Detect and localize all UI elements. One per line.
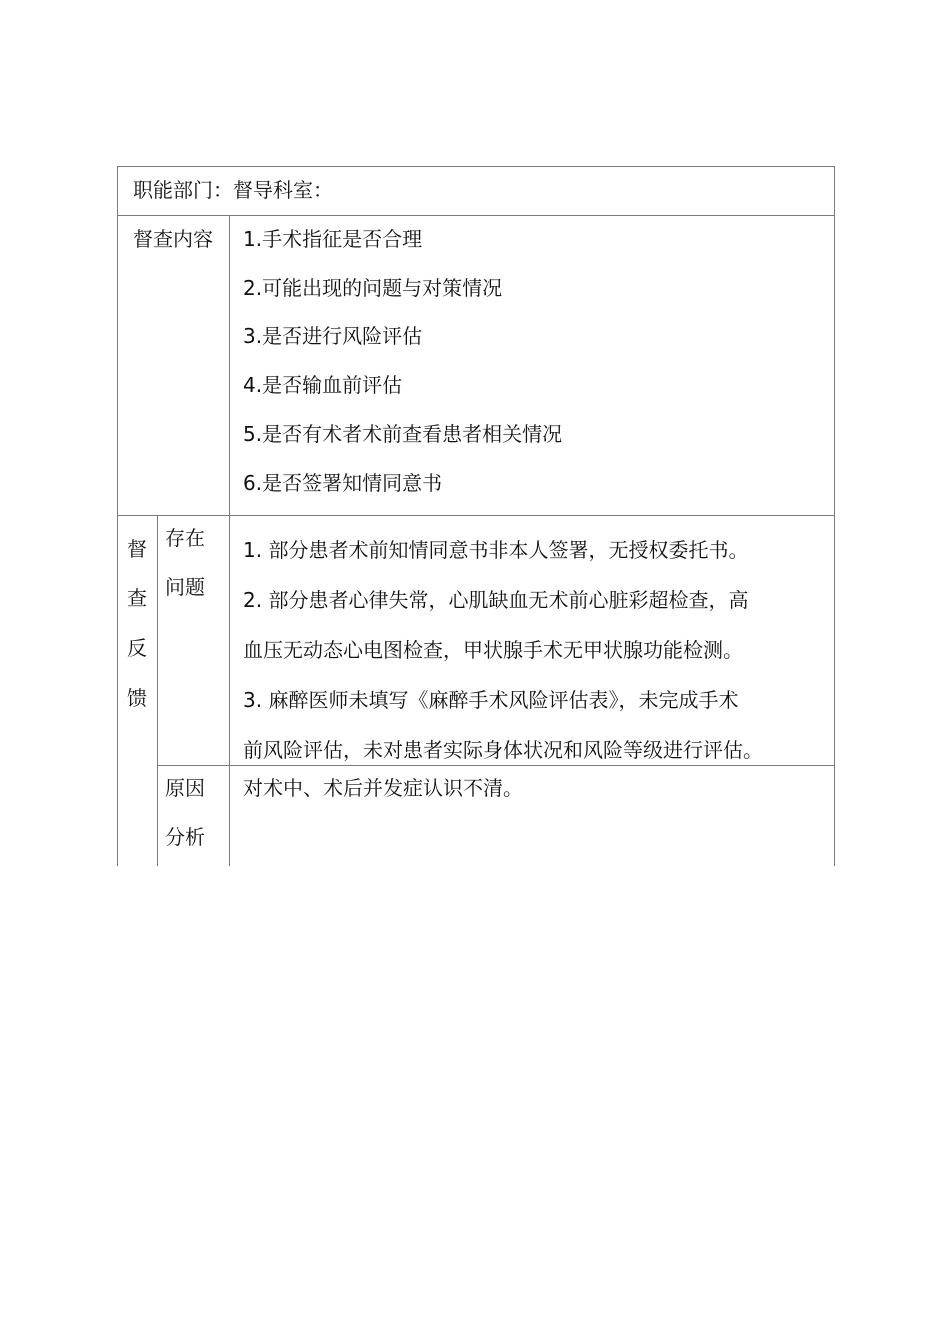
cause-label-line: 原因: [165, 776, 205, 800]
divider-problems: [157, 765, 835, 766]
supervision-form: [117, 166, 835, 866]
border-right: [834, 166, 835, 866]
department-label: 职能部门：督导科室：: [133, 178, 333, 202]
problem-line: 前风险评估，未对患者实际身体状况和风险等级进行评估。: [243, 738, 763, 762]
border-top: [117, 166, 835, 167]
inspection-item: 2.可能出现的问题与对策情况: [243, 276, 503, 300]
problem-line: 3. 麻醉医师未填写《麻醉手术风险评估表》，未完成手术: [243, 688, 739, 712]
border-left: [117, 166, 118, 866]
divider-feedback-column: [157, 515, 158, 866]
cause-label-line: 分析: [165, 825, 205, 849]
inspection-item: 4.是否输血前评估: [243, 373, 403, 397]
problems-label-line: 存在: [165, 526, 205, 550]
cause-text: 对术中、术后并发症认识不清。: [243, 776, 523, 800]
problem-line: 1. 部分患者术前知情同意书非本人签署，无授权委托书。: [243, 538, 749, 562]
feedback-label-char: 查: [127, 586, 147, 610]
inspection-item: 3.是否进行风险评估: [243, 324, 423, 348]
divider-label-column: [229, 215, 230, 866]
inspection-item: 1.手术指征是否合理: [243, 227, 423, 251]
inspection-item: 6.是否签署知情同意书: [243, 471, 443, 495]
feedback-label-char: 馈: [127, 686, 147, 710]
inspection-item: 5.是否有术者术前查看患者相关情况: [243, 422, 563, 446]
divider-header: [117, 215, 835, 216]
feedback-label-char: 反: [127, 636, 147, 660]
problems-label-line: 问题: [165, 575, 205, 599]
problem-line: 血压无动态心电图检查，甲状腺手术无甲状腺功能检测。: [243, 638, 743, 662]
feedback-label-char: 督: [127, 537, 147, 561]
inspection-label: 督查内容: [133, 227, 213, 251]
problem-line: 2. 部分患者心律失常，心肌缺血无术前心脏彩超检查，高: [243, 588, 749, 612]
divider-inspection: [117, 515, 835, 516]
